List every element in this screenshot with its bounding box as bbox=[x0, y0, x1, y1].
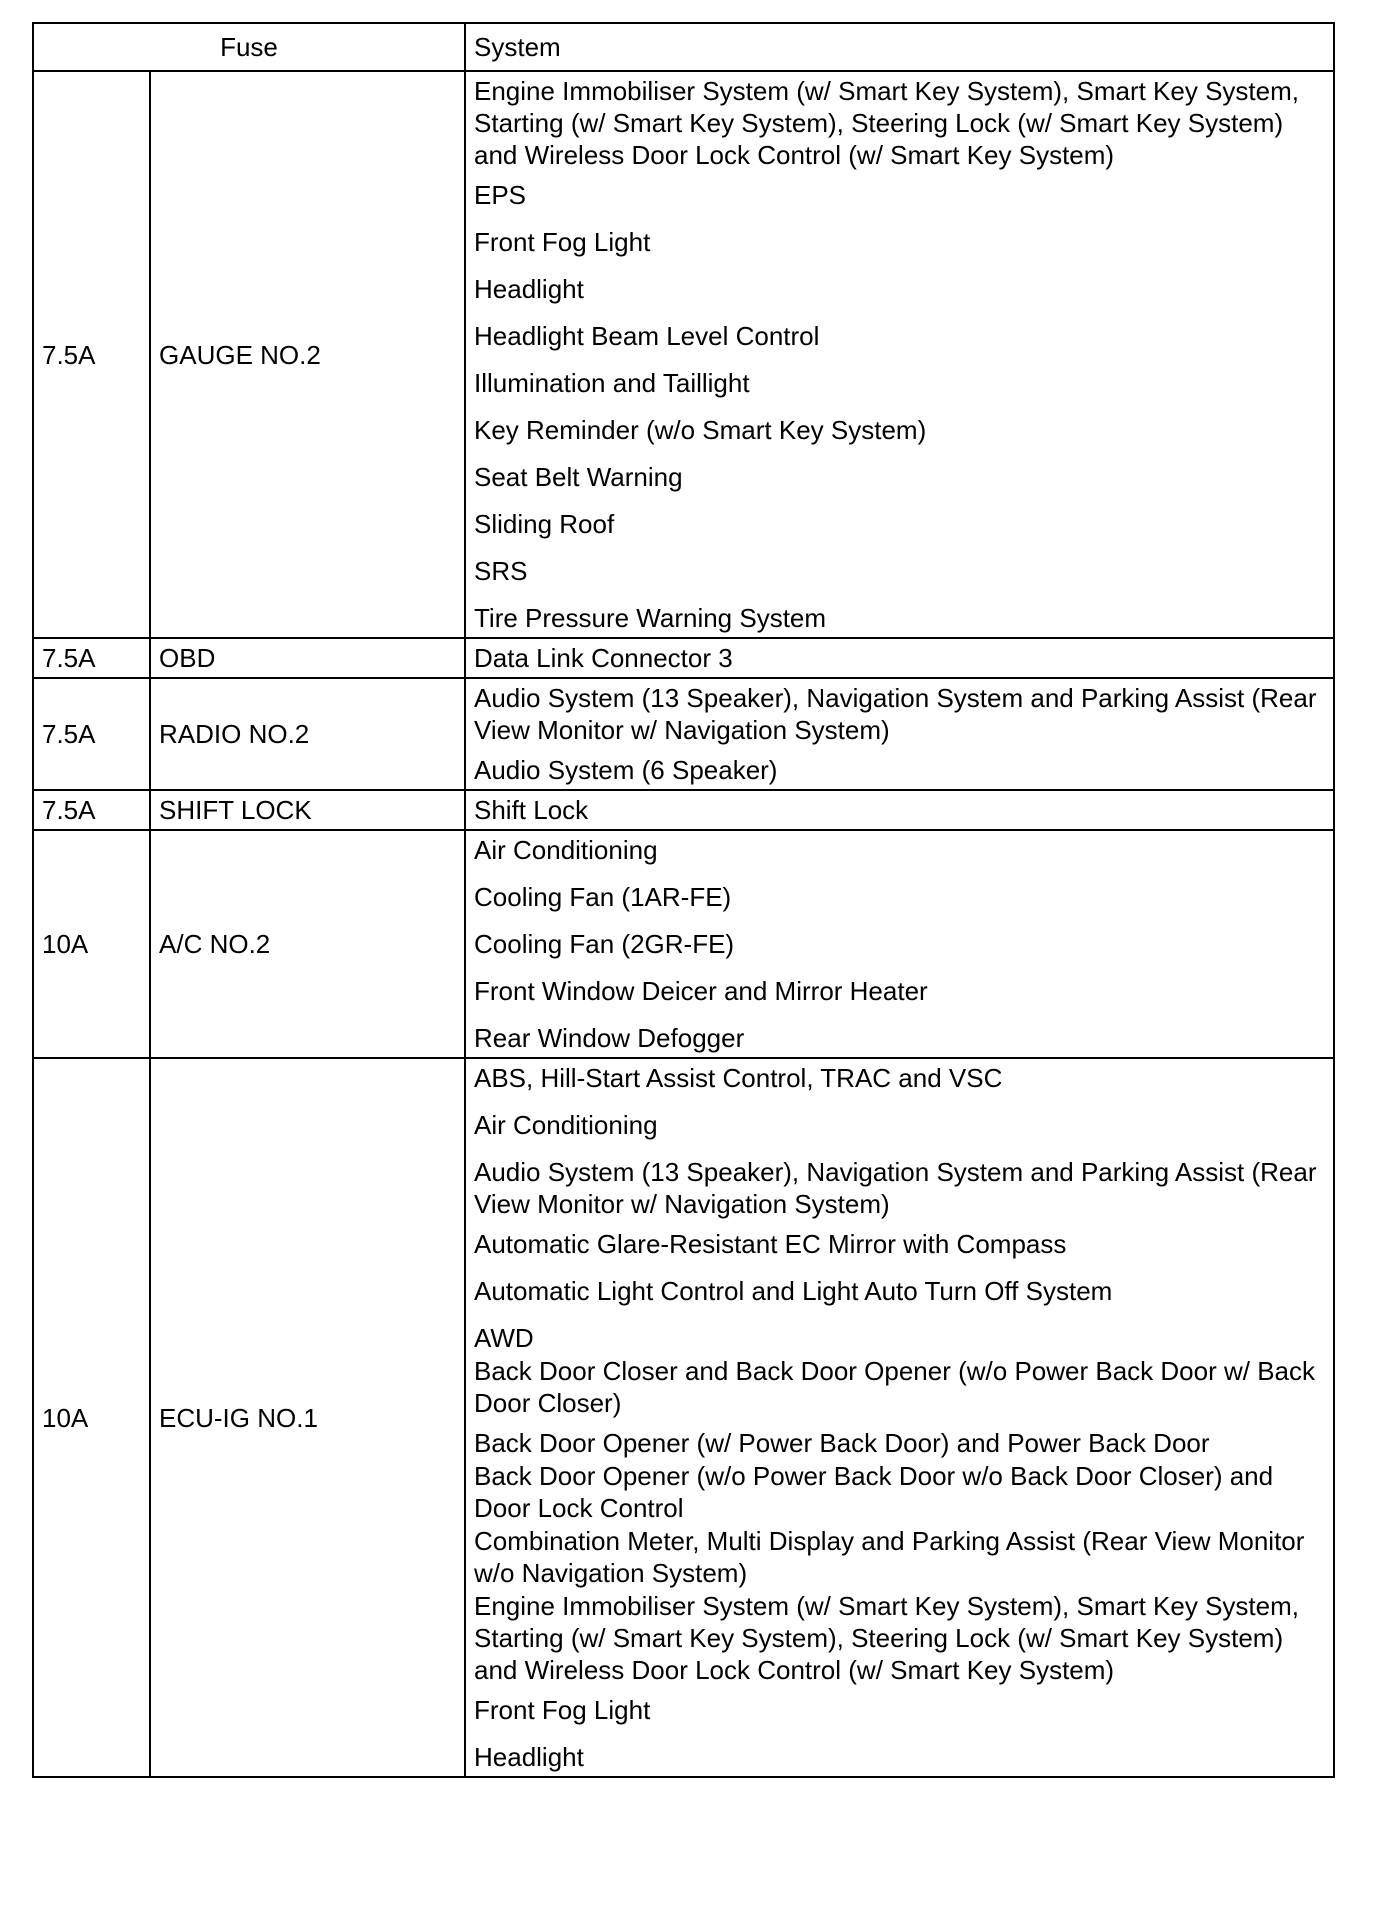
system-item: Automatic Glare-Resistant EC Mirror with Compass bbox=[474, 1229, 1067, 1259]
header-system: System bbox=[465, 23, 1334, 71]
fuse-name: RADIO NO.2 bbox=[150, 678, 465, 790]
system-item: Automatic Light Control and Light Auto Turn Off System bbox=[474, 1276, 1113, 1306]
table-row bbox=[33, 71, 1334, 638]
system-item: Back Door Closer and Back Door Opener (w/o Power Back Door w/ Back Door Closer) bbox=[474, 1356, 1316, 1418]
system-item: ABS, Hill-Start Assist Control, TRAC and VSC bbox=[474, 1063, 1003, 1093]
table-row bbox=[33, 678, 1334, 790]
system-item: Back Door Opener (w/o Power Back Door w/o Back Door Closer) and Door Lock Control bbox=[474, 1461, 1274, 1523]
system-item: Headlight bbox=[474, 274, 584, 304]
table-row bbox=[33, 638, 1334, 678]
table-row bbox=[33, 1058, 1334, 1777]
system-list bbox=[465, 790, 1334, 830]
system-item: Engine Immobiliser System (w/ Smart Key System), Smart Key System, Starting (w/ Smart Key System), Steering Lock (w/ Smart Key System) and Wireless Door Lock Control (w/ Smart Key System) bbox=[474, 1591, 1299, 1685]
fuse-amperage: 7.5A bbox=[33, 790, 150, 830]
system-item: Shift Lock bbox=[474, 795, 589, 825]
fuse-name: A/C NO.2 bbox=[150, 830, 465, 1058]
system-item: Illumination and Taillight bbox=[474, 368, 750, 398]
system-item: Back Door Opener (w/ Power Back Door) and Power Back Door bbox=[474, 1428, 1210, 1458]
system-item: Key Reminder (w/o Smart Key System) bbox=[474, 415, 927, 445]
fuse-table bbox=[32, 22, 1335, 1778]
system-item: Data Link Connector 3 bbox=[474, 643, 733, 673]
fuse-amperage: 7.5A bbox=[33, 71, 150, 638]
system-item: Rear Window Defogger bbox=[474, 1023, 745, 1053]
system-item: Headlight bbox=[474, 1742, 584, 1772]
system-list bbox=[465, 638, 1334, 678]
system-item: Audio System (13 Speaker), Navigation System and Parking Assist (Rear View Monitor w/ Navigation System) bbox=[474, 683, 1317, 745]
system-item: Sliding Roof bbox=[474, 509, 615, 539]
fuse-amperage: 7.5A bbox=[33, 678, 150, 790]
system-item: Audio System (13 Speaker), Navigation System and Parking Assist (Rear View Monitor w/ Navigation System) bbox=[474, 1157, 1317, 1219]
fuse-name: GAUGE NO.2 bbox=[150, 71, 465, 638]
table-header-row bbox=[33, 23, 1334, 71]
system-item: Seat Belt Warning bbox=[474, 462, 683, 492]
system-item: SRS bbox=[474, 556, 528, 586]
system-item: Cooling Fan (1AR-FE) bbox=[474, 882, 732, 912]
table-row bbox=[33, 790, 1334, 830]
fuse-amperage: 10A bbox=[33, 830, 150, 1058]
system-item: Front Fog Light bbox=[474, 227, 651, 257]
table-row bbox=[33, 830, 1334, 1058]
fuse-name: OBD bbox=[150, 638, 465, 678]
fuse-name: SHIFT LOCK bbox=[150, 790, 465, 830]
system-item: Headlight Beam Level Control bbox=[474, 321, 820, 351]
fuse-amperage: 7.5A bbox=[33, 638, 150, 678]
system-item: Audio System (6 Speaker) bbox=[474, 755, 778, 785]
system-item: Engine Immobiliser System (w/ Smart Key System), Smart Key System, Starting (w/ Smart Key System), Steering Lock (w/ Smart Key System) and Wireless Door Lock Control (w/ Smart Key System) bbox=[474, 76, 1299, 170]
system-item: Cooling Fan (2GR-FE) bbox=[474, 929, 735, 959]
system-list bbox=[465, 678, 1334, 790]
fuse-name: ECU-IG NO.1 bbox=[150, 1058, 465, 1777]
header-fuse: Fuse bbox=[33, 23, 465, 71]
system-item: Front Window Deicer and Mirror Heater bbox=[474, 976, 928, 1006]
system-item: Air Conditioning bbox=[474, 835, 658, 865]
system-list bbox=[465, 830, 1334, 1058]
system-item: Combination Meter, Multi Display and Parking Assist (Rear View Monitor w/o Navigation System) bbox=[474, 1526, 1305, 1588]
system-list bbox=[465, 1058, 1334, 1777]
system-item: AWD bbox=[474, 1323, 534, 1353]
system-item: EPS bbox=[474, 180, 527, 210]
fuse-amperage: 10A bbox=[33, 1058, 150, 1777]
system-item: Front Fog Light bbox=[474, 1695, 651, 1725]
system-item: Air Conditioning bbox=[474, 1110, 658, 1140]
system-item: Tire Pressure Warning System bbox=[474, 603, 827, 633]
system-list bbox=[465, 71, 1334, 638]
